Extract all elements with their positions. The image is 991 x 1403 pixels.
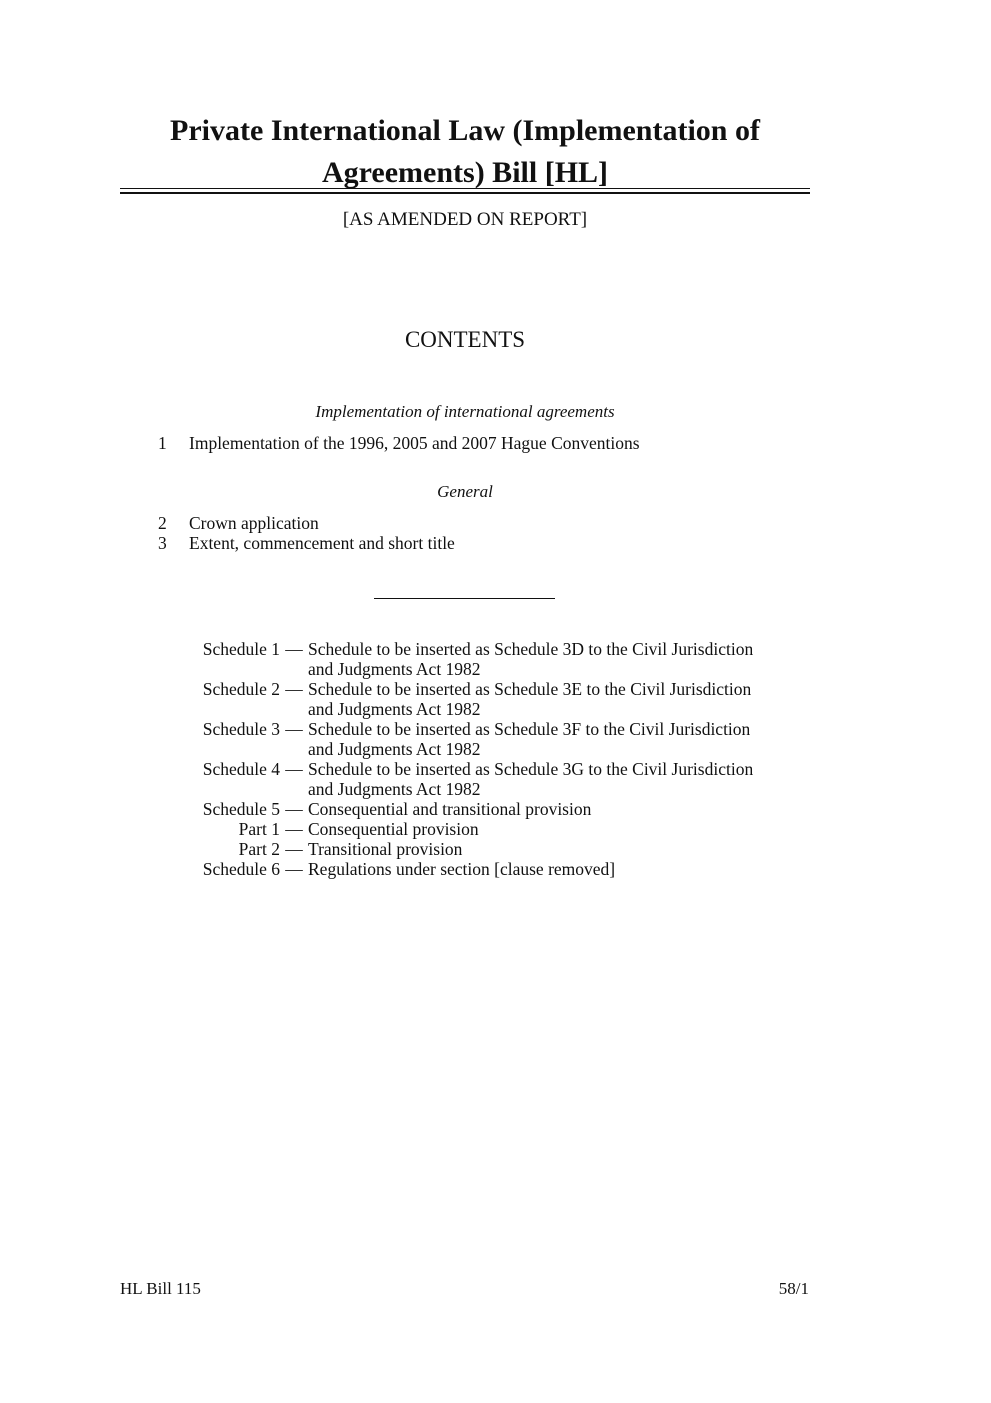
dash: — [285,799,303,819]
clause-number: 3 [158,533,167,553]
part-label: Part 1 [238,819,280,839]
schedule-label: Schedule 1 [202,639,280,659]
part-description: Transitional provision [308,839,463,859]
schedule-desc-line: and Judgments Act 1982 [308,659,481,679]
clause-entry[interactable] [158,533,455,553]
print-reference: 58/1 [778,1279,809,1298]
schedule-entry[interactable] [180,759,820,799]
schedule-description [308,719,810,759]
title-double-rule [120,188,810,194]
schedule-label: Schedule 6 [202,859,280,879]
dash: — [285,759,303,779]
dash: — [285,859,303,879]
clause-number: 1 [158,433,167,453]
schedules-list [180,639,820,879]
clause-entry[interactable] [158,513,319,533]
document-title [120,110,810,194]
title-line-1: Private International Law (Implementation of [170,114,760,147]
part-label: Part 2 [238,839,280,859]
schedule-description [308,639,810,679]
schedule-label: Schedule 5 [202,799,280,819]
schedule-label: Schedule 2 [202,679,280,699]
dash: — [285,679,303,699]
schedule-entry[interactable] [180,719,820,759]
schedule-label: Schedule 4 [202,759,280,779]
schedule-entry[interactable] [180,639,820,679]
clause-title: Crown application [189,513,319,533]
schedule-desc-line: Schedule to be inserted as Schedule 3E to the Civil Jurisdiction [308,679,752,699]
dash: — [285,719,303,739]
schedule-desc-line: Schedule to be inserted as Schedule 3F to the Civil Jurisdiction [308,719,751,739]
schedule-description: Consequential and transitional provision [308,799,592,819]
contents-heading: CONTENTS [404,327,526,352]
section-heading-implementation: Implementation of international agreements [315,402,615,421]
clause-entry[interactable] [158,433,640,453]
schedule-desc-line: and Judgments Act 1982 [308,739,481,759]
schedule-description: Regulations under section [clause removed] [308,859,616,879]
clause-title: Extent, commencement and short title [189,533,455,553]
dash: — [285,839,303,859]
schedule-desc-line: Schedule to be inserted as Schedule 3D to the Civil Jurisdiction [308,639,754,659]
schedule-description [308,679,810,719]
dash: — [285,639,303,659]
section-heading-general: General [437,482,493,501]
schedule-entry[interactable] [180,679,820,719]
clause-title: Implementation of the 1996, 2005 and 2007 Hague Conventions [189,433,640,453]
dash: — [285,819,303,839]
schedule-desc-line: and Judgments Act 1982 [308,699,481,719]
bill-number: HL Bill 115 [120,1279,201,1298]
title-line-2: Agreements) Bill [HL] [321,156,609,189]
section-divider [374,598,555,599]
schedule-desc-line: Schedule to be inserted as Schedule 3G to the Civil Jurisdiction [308,759,754,779]
schedule-part-entry[interactable] [180,839,820,859]
amended-status: [AS AMENDED ON REPORT] [342,209,588,230]
schedule-part-entry[interactable] [180,819,820,839]
schedule-desc-line: and Judgments Act 1982 [308,779,481,799]
clause-number: 2 [158,513,167,533]
schedule-label: Schedule 3 [202,719,280,739]
schedule-entry[interactable] [180,799,820,819]
schedule-description [308,759,810,799]
part-description: Consequential provision [308,819,479,839]
schedule-entry[interactable] [180,859,820,879]
